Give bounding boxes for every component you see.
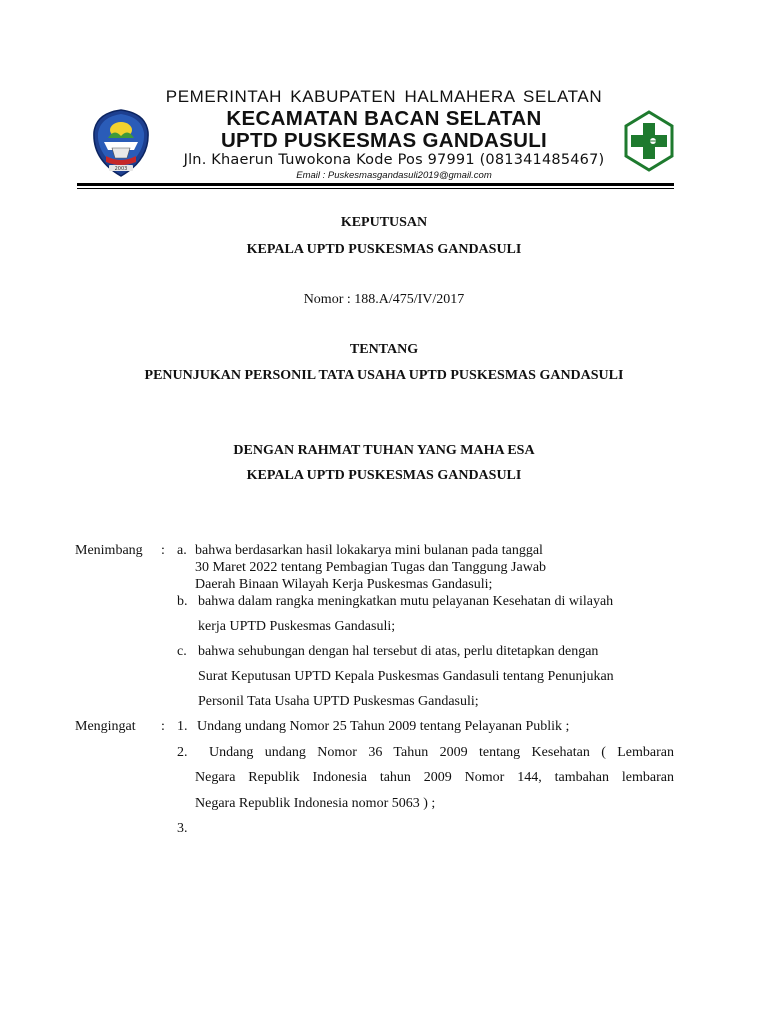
mengingat-2-line1: Undang undang Nomor 36 Tahun 2009 tentang Kesehatan ( Lembaran [209, 745, 674, 760]
menimbang-colon: : [161, 543, 165, 558]
doc-issuer: KEPALA UPTD PUSKESMAS GANDASULI [246, 242, 522, 257]
menimbang-c-marker: c. [177, 644, 187, 659]
menimbang-b-line2: kerja UPTD Puskesmas Gandasuli; [198, 619, 396, 634]
menimbang-c-line3: Personil Tata Usaha UPTD Puskesmas Gandasuli; [198, 694, 479, 709]
mengingat-3-marker: 3. [177, 821, 188, 836]
menimbang-b-marker: b. [177, 594, 188, 609]
mengingat-2-marker: 2. [177, 745, 188, 760]
mengingat-1-line1: Undang undang Nomor 25 Tahun 2009 tentang Pelayanan Publik ; [197, 719, 570, 734]
doc-type: KEPUTUSAN [340, 215, 428, 230]
menimbang-label: Menimbang [75, 543, 143, 558]
menimbang-a-line2: 30 Maret 2022 tentang Pembagian Tugas dan Tanggung Jawab [195, 560, 547, 575]
header-email: Email : Puskesmasgandasuli2019@gmail.com [296, 170, 492, 181]
header-government: PEMERINTAH KABUPATEN HALMAHERA SELATAN [165, 87, 603, 106]
doc-about-label: TENTANG [349, 342, 419, 357]
doc-subject: PENUNJUKAN PERSONIL TATA USAHA UPTD PUSKESMAS GANDASULI [144, 368, 624, 383]
header-address: Jln. Khaerun Tuwokona Kode Pos 97991 (081341485467) [183, 152, 605, 168]
crest-year: 2003 [114, 166, 128, 172]
header-district: KECAMATAN BACAN SELATAN [226, 107, 542, 130]
mengingat-2-line2: Negara Republik Indonesia tahun 2009 Nomor 144, tambahan lembaran [195, 770, 674, 785]
doc-number: Nomor : 188.A/475/IV/2017 [303, 292, 465, 307]
menimbang-c-line1: bahwa sehubungan dengan hal tersebut di atas, perlu ditetapkan dengan [198, 644, 599, 659]
mengingat-label: Mengingat [75, 719, 136, 734]
letterhead-divider-thin [77, 188, 674, 189]
mengingat-colon: : [161, 719, 165, 734]
menimbang-a-marker: a. [177, 543, 187, 558]
header-institution: UPTD PUSKESMAS GANDASULI [220, 129, 548, 152]
puskesmas-cross-icon [623, 110, 675, 172]
letterhead-divider-thick [77, 183, 674, 186]
doc-issuer-repeat: KEPALA UPTD PUSKESMAS GANDASULI [246, 468, 522, 483]
doc-invocation: DENGAN RAHMAT TUHAN YANG MAHA ESA [233, 443, 535, 458]
mengingat-1-marker: 1. [177, 719, 188, 734]
logo-right [623, 110, 675, 172]
menimbang-a-line1: bahwa berdasarkan hasil lokakarya mini bulanan pada tanggal [195, 543, 543, 558]
mengingat-2-line3: Negara Republik Indonesia nomor 5063 ) ; [195, 796, 436, 811]
menimbang-b-line1: bahwa dalam rangka meningkatkan mutu pelayanan Kesehatan di wilayah [198, 594, 614, 609]
menimbang-a-line3: Daerah Binaan Wilayah Kerja Puskesmas Gandasuli; [195, 577, 493, 592]
menimbang-c-line2: Surat Keputusan UPTD Kepala Puskesmas Gandasuli tentang Penunjukan [198, 669, 614, 684]
